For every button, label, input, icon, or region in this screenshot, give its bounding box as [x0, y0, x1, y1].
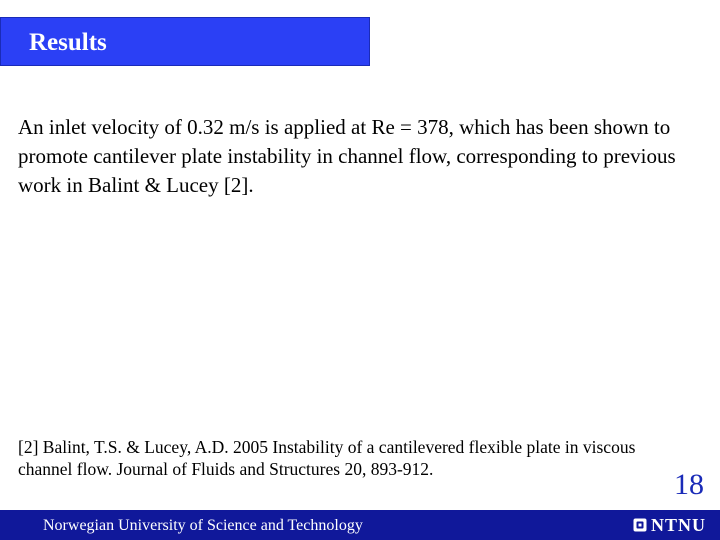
reference-citation: [2] Balint, T.S. & Lucey, A.D. 2005 Instability of a cantilevered flexible plate in viscous channel flow. Journal of Fluids and Structures 20, 893-912. — [18, 437, 636, 479]
body-paragraph: An inlet velocity of 0.32 m/s is applied at Re = 378, which has been shown to promote cantilever plate instability in channel flow, corresponding to previous work in Balint & Lucey [2]. — [18, 115, 676, 197]
slide-title: Results — [29, 29, 107, 56]
page-number: 18 — [674, 468, 704, 501]
logo-text: NTNU — [650, 515, 706, 535]
ntnu-logo-icon — [633, 518, 647, 532]
ntnu-logo — [633, 515, 706, 535]
title-bar — [0, 17, 370, 66]
footer-bar — [0, 510, 720, 540]
institution-name: Norwegian University of Science and Technology — [43, 517, 363, 534]
